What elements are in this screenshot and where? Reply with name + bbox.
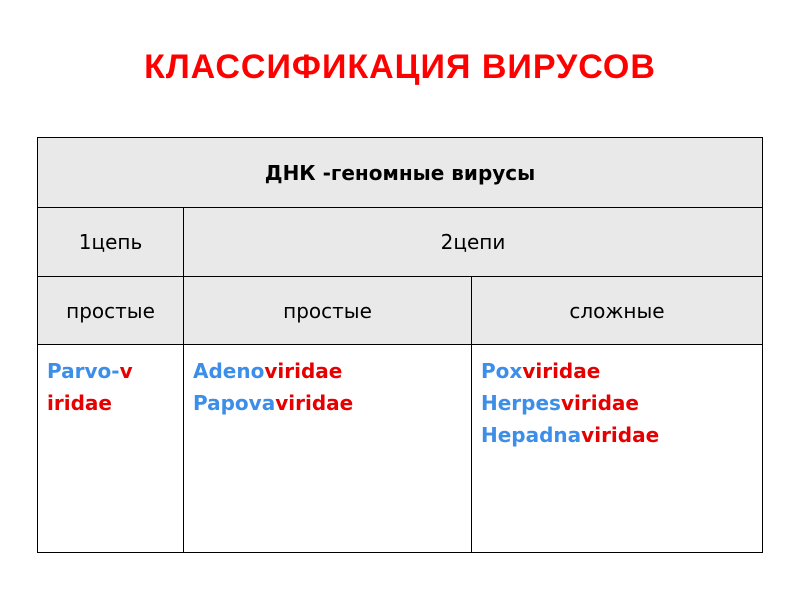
slide-title: КЛАССИФИКАЦИЯ ВИРУСОВ — [144, 48, 656, 86]
family-prefix: Parvo- — [47, 359, 120, 383]
family-papovaviridae — [193, 387, 471, 419]
dna-header-suffix: -геномные вирусы — [315, 160, 536, 185]
family-prefix: Hepadna — [481, 423, 582, 447]
family-suffix: viridae — [275, 391, 354, 415]
type-simple-single-cell: простые — [38, 277, 184, 345]
double-complex-families-cell — [472, 345, 763, 553]
type-simple-double-cell: простые — [184, 277, 472, 345]
virus-classification-table — [37, 137, 763, 553]
family-suffix: viridae — [522, 359, 601, 383]
family-prefix: Herpes — [481, 391, 561, 415]
dna-header-prefix: ДНК — [264, 160, 316, 185]
single-strand-families-cell — [38, 345, 184, 553]
family-suffix: viridae — [581, 423, 660, 447]
family-suffix: viridae — [560, 391, 639, 415]
family-hepadnaviridae — [481, 419, 762, 451]
type-complex-double-cell: сложные — [472, 277, 763, 345]
family-suffix: iridae — [47, 391, 112, 415]
family-prefix: Adeno — [193, 359, 265, 383]
dna-genomic-header — [38, 138, 763, 208]
family-suffix: v — [119, 359, 133, 383]
family-line — [47, 387, 183, 419]
family-suffix: viridae — [264, 359, 343, 383]
double-strand-cell: 2цепи — [184, 208, 763, 277]
family-herpesviridae — [481, 387, 762, 419]
double-simple-families-cell — [184, 345, 472, 553]
family-line — [47, 355, 183, 387]
family-prefix: Papova — [193, 391, 276, 415]
family-adenoviridae — [193, 355, 471, 387]
single-strand-cell: 1цепь — [38, 208, 184, 277]
family-prefix: Pox — [481, 359, 523, 383]
family-poxviridae — [481, 355, 762, 387]
